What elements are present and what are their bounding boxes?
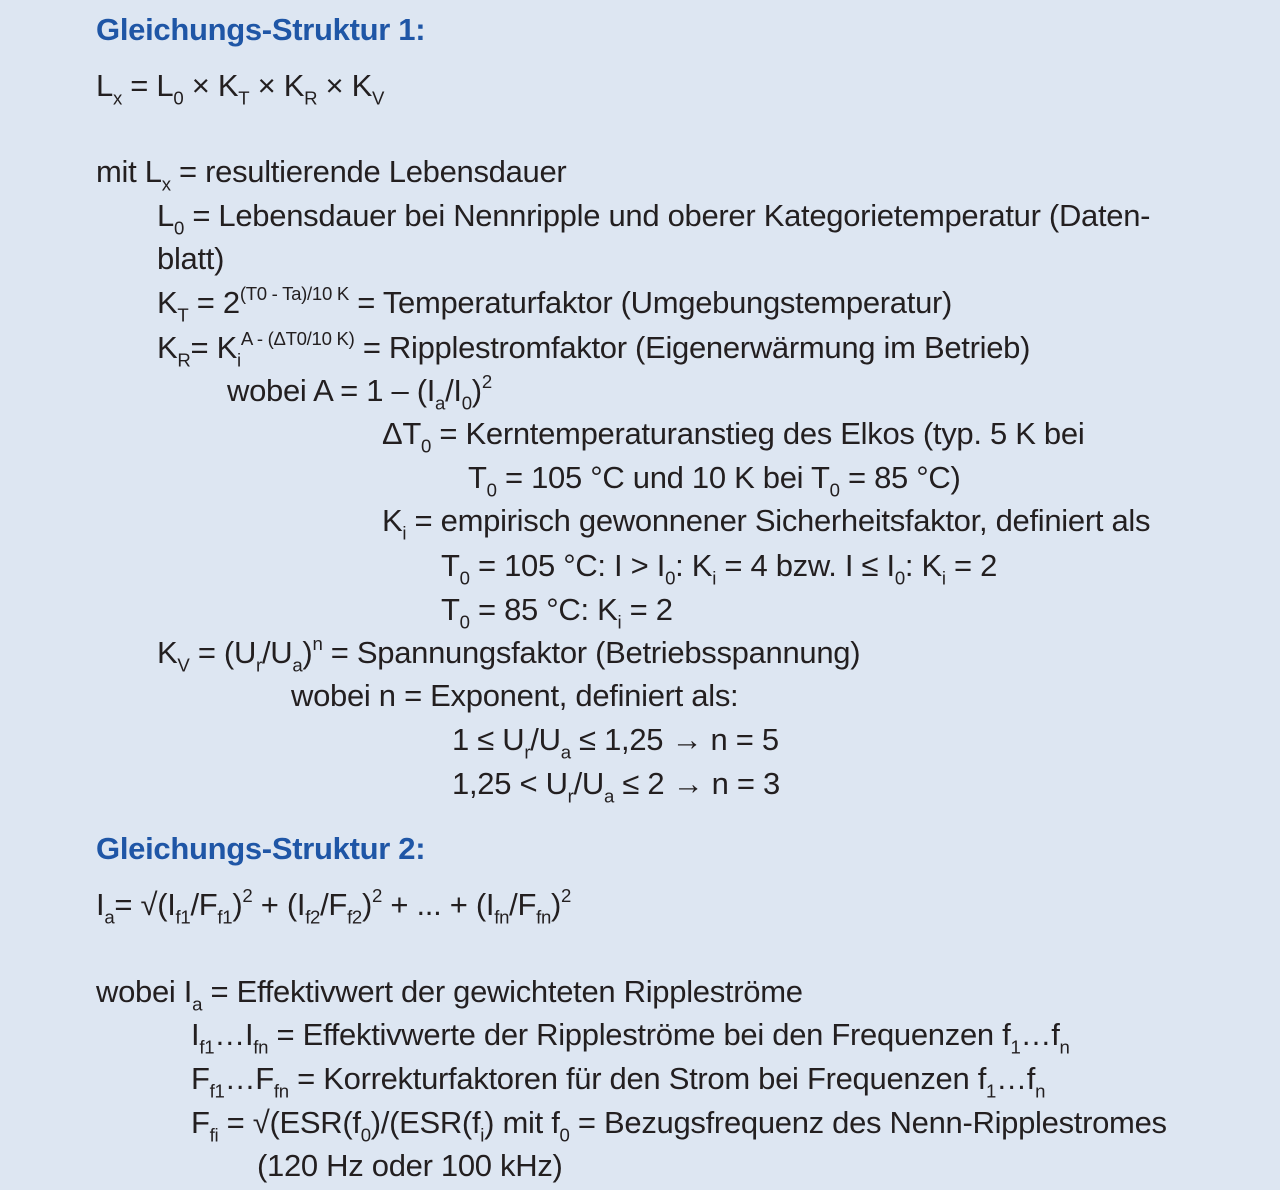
definition-lx: mit $L_x$ = resultierende Lebensdauer <box>96 154 567 195</box>
case-85-degrees: $T_0 = 85$ °C: $K_i = 2$ <box>441 592 673 633</box>
equation-2: $I_a= √(I_{f1}/F_{f1})^2 + (I_{f2}/F_{f2})^2$ + ... + $(I_{fn}/F_{fn})^2$ <box>96 884 572 928</box>
definition-kv: $K_V = (U_r/U_a)^n$ = Spannungsfaktor (Betriebsspannung) <box>157 632 861 676</box>
definition-kt: $K_T = 2^{(T0 - Ta)/10 K}$ = Temperaturfaktor (Umgebungstemperatur) <box>157 282 953 326</box>
heading-structure-1: Gleichungs-Struktur 1: <box>96 12 426 47</box>
definition-ia: wobei $I_a$ = Effektivwert der gewichteten Rippleströme <box>96 974 803 1015</box>
definition-ki: $K_i$ = empirisch gewonnener Sicherheitsfaktor, definiert als <box>382 503 1151 544</box>
definition-ff: $F_{f1}\dots F_{fn}$ = Korrekturfaktoren für den Strom bei Frequenzen $f_1\dots f_n$ <box>191 1061 1046 1102</box>
definition-delta-t0: $\Delta T_0$ = Kerntemperaturanstieg des Elkos (typ. 5 K bei <box>382 416 1085 457</box>
case-105-degrees: $T_0 = 105$ °C: $I > I_0$: $K_i = 4$ bzw. $I \le I_0$: $K_i = 2$ <box>441 548 998 589</box>
definition-l0: $L_0$ = Lebensdauer bei Nennripple und oberer Kategorietemperatur (Daten- <box>157 198 1151 239</box>
definition-if: $I_{f1}\dots I_{fn}$ = Effektivwerte der Rippleströme bei den Frequenzen $f_1\dots f_n$ <box>191 1017 1070 1058</box>
definition-fi-continued: (120 Hz oder 100 kHz) <box>257 1148 563 1183</box>
definition-fi: $F_{fi} = √(ESR(f_0)/(ESR(f_i)$ mit $f_0$ = Bezugsfrequenz des Nenn-Ripplestromes <box>191 1105 1167 1146</box>
equation-1: $L_x = L_0 \times K_T \times K_R \times K_V$ <box>96 68 385 109</box>
definition-a: wobei $A = 1 - (I_a/I_0)^2$ <box>227 370 492 414</box>
definition-n: wobei n = Exponent, definiert als: <box>291 678 739 713</box>
case-n-5: $1 \le U_r/U_a \le 1,25 \to n = 5$ <box>452 722 779 763</box>
heading-structure-2: Gleichungs-Struktur 2: <box>96 831 426 866</box>
definition-kr: $K_R= K_i^{A - (\Delta T0/10 K)}$ = Ripplestromfaktor (Eigenerwärmung im Betrieb) <box>157 327 1031 371</box>
definition-l0-continued: blatt) <box>157 241 225 276</box>
case-n-3: $1,25 < U_r/U_a \le 2 \to n = 3$ <box>452 766 780 807</box>
definition-delta-t0-continued: $T_0 = 105$ °C und 10 K bei $T_0 = 85$ °C) <box>468 460 961 501</box>
